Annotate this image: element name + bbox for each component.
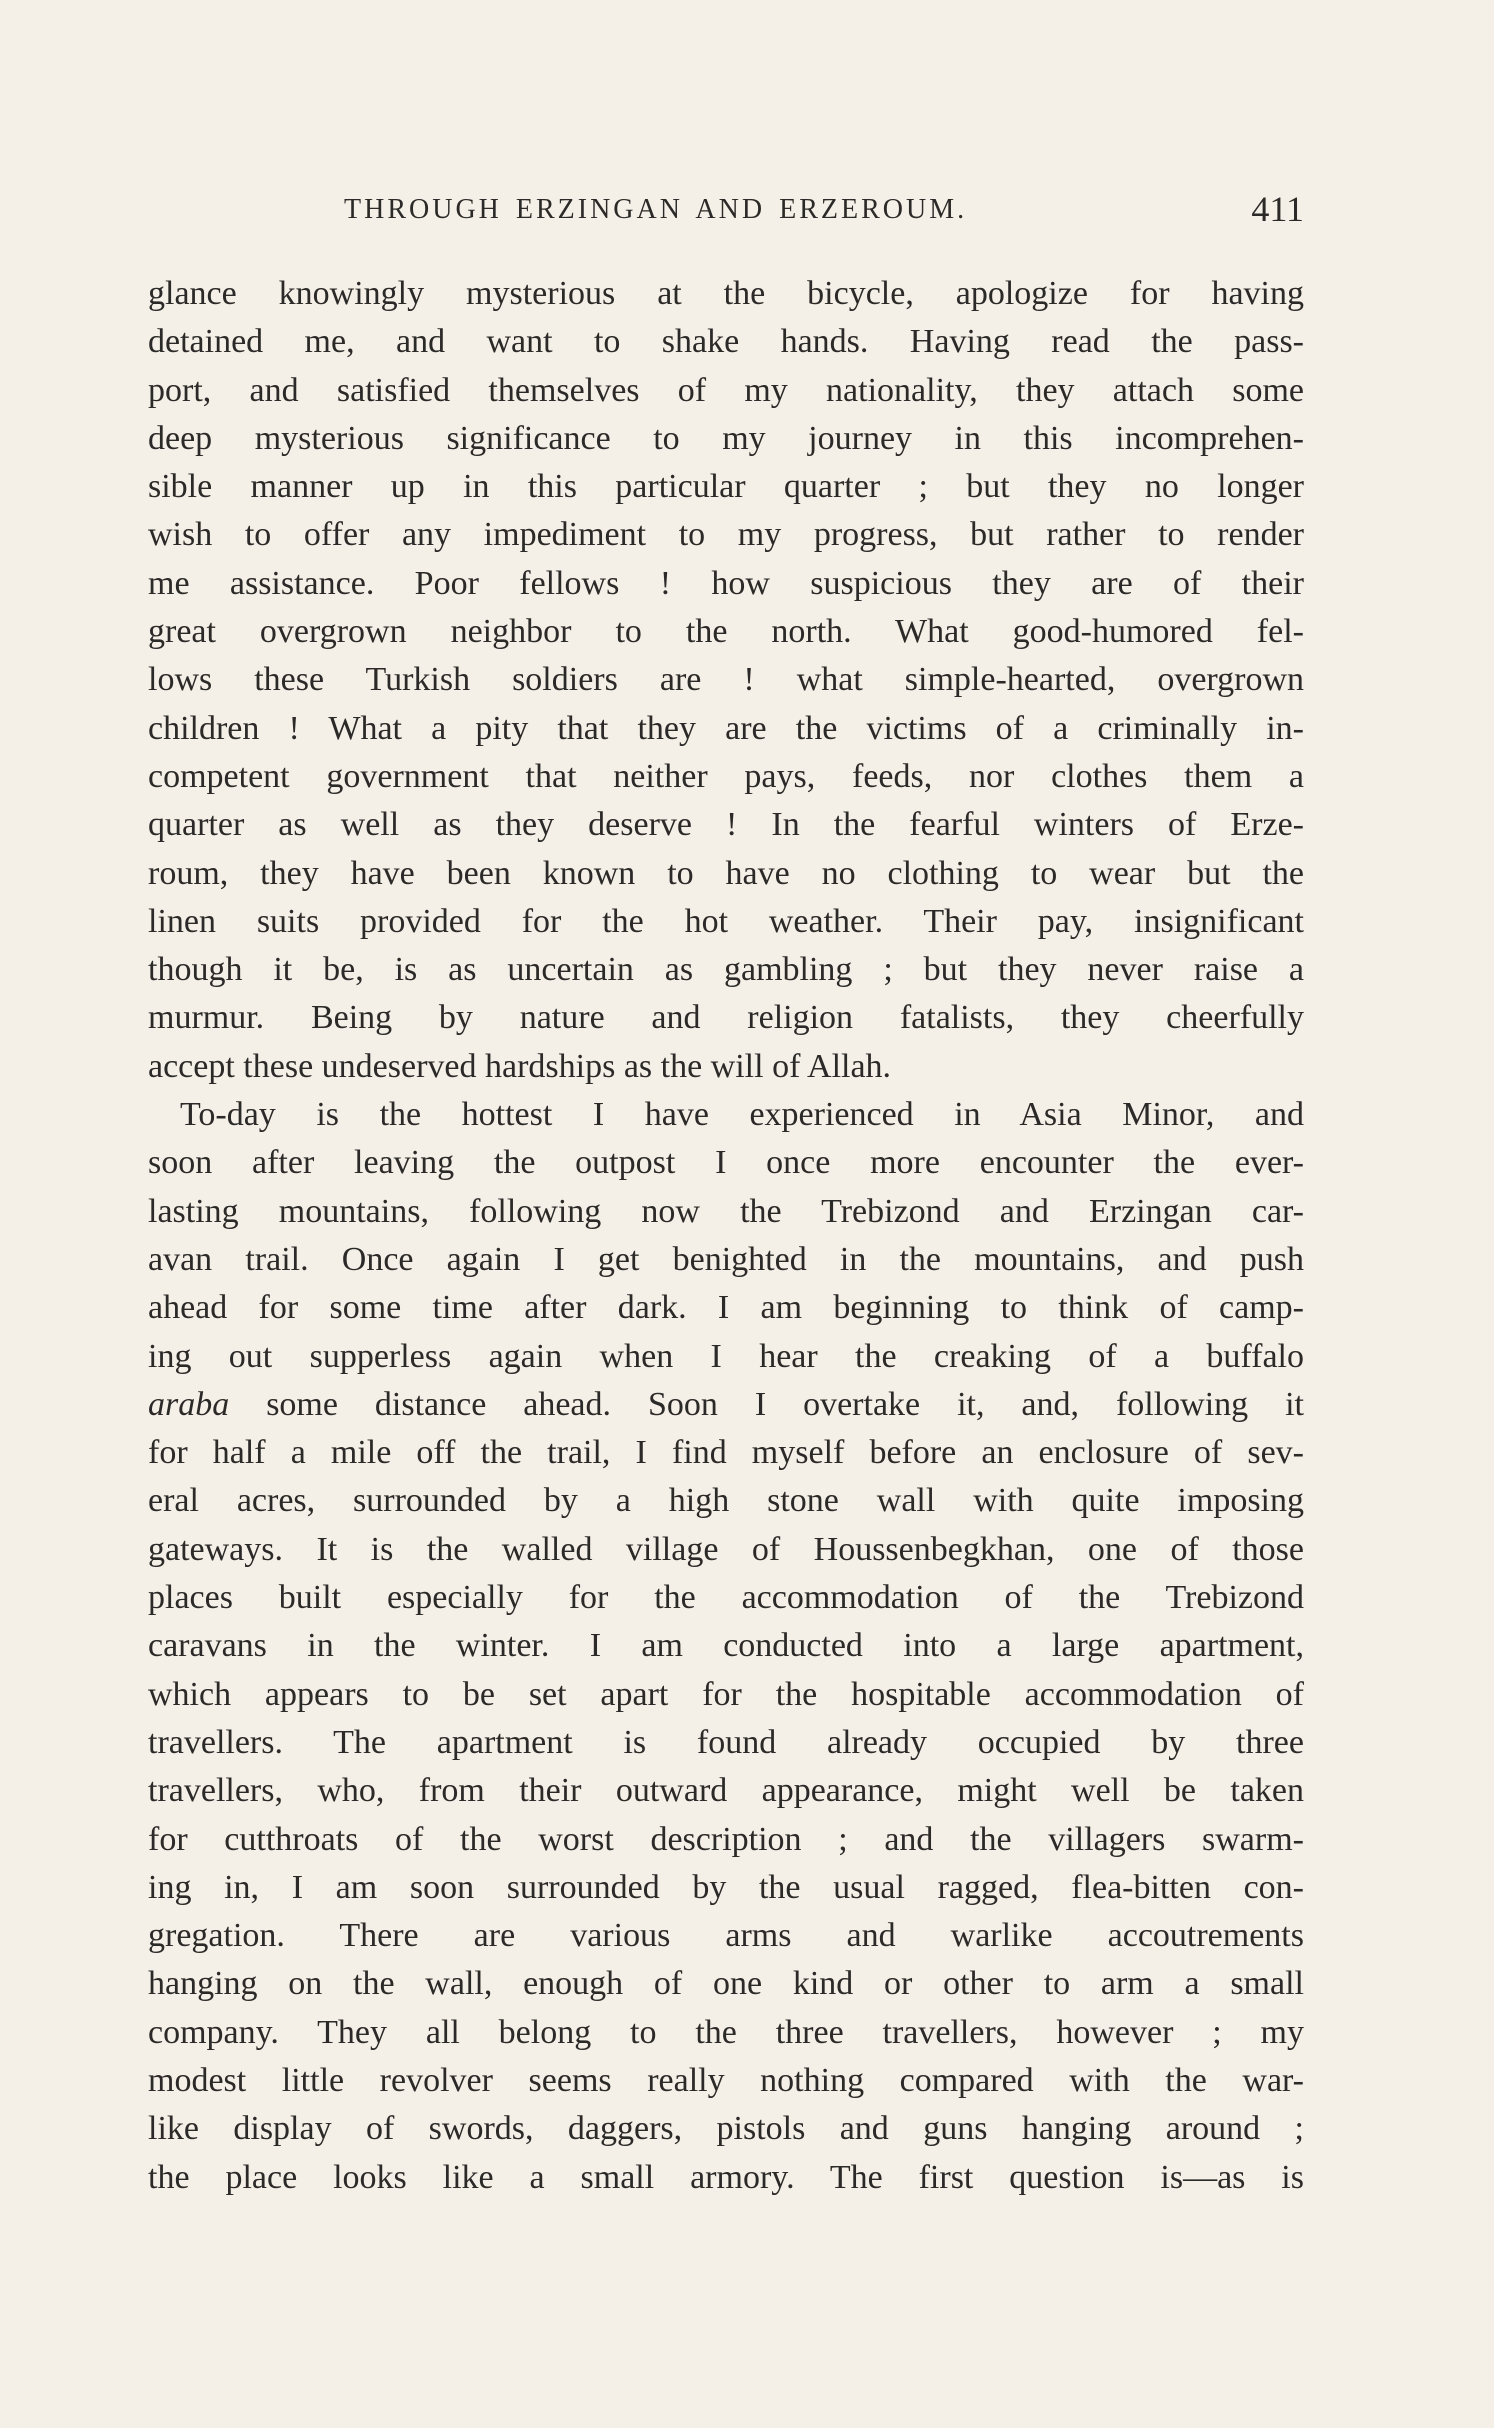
- italic-word: araba: [148, 1385, 230, 1423]
- page-number: 411: [1251, 189, 1304, 229]
- text-line: great overgrown neighbor to the north. What good-humored fel-: [148, 613, 1304, 651]
- text-line: lows these Turkish soldiers are ! what simple-hearted, overgrown: [148, 661, 1304, 699]
- text-line: hanging on the wall, enough of one kind or other to arm a small: [148, 1965, 1304, 2003]
- text-line: travellers, who, from their outward appearance, might well be taken: [148, 1772, 1304, 1810]
- text-line: company. They all belong to the three travellers, however ; my: [148, 2013, 1304, 2051]
- text-line: travellers. The apartment is found already occupied by three: [148, 1723, 1304, 1761]
- text-line: like display of swords, daggers, pistols and guns hanging around ;: [148, 2110, 1304, 2148]
- text-line: the place looks like a small armory. The first question is—as is: [148, 2158, 1304, 2196]
- text-line: modest little revolver seems really nothing compared with the war-: [148, 2061, 1304, 2099]
- text-line: wish to offer any impediment to my progress, but rather to render: [148, 516, 1304, 554]
- paragraph-end-line: accept these undeserved hardships as the will of Allah.: [148, 1047, 892, 1085]
- text-line: detained me, and want to shake hands. Having read the pass-: [148, 323, 1304, 361]
- text-line: gregation. There are various arms and warlike accoutrements: [148, 1917, 1304, 1955]
- text-line: port, and satisfied themselves of my nationality, they attach some: [148, 371, 1304, 409]
- text-line: which appears to be set apart for the hospitable accommodation of: [148, 1675, 1304, 1713]
- text-line: gateways. It is the walled village of Houssenbegkhan, one of those: [148, 1530, 1304, 1568]
- text-line: deep mysterious significance to my journey in this incomprehen-: [148, 419, 1304, 457]
- text-line: avan trail. Once again I get benighted in the mountains, and push: [148, 1240, 1304, 1278]
- text-line-with-italic: [148, 1381, 1304, 1429]
- text-line: lasting mountains, following now the Trebizond and Erzingan car-: [148, 1192, 1304, 1230]
- text-line: glance knowingly mysterious at the bicycle, apologize for having: [148, 275, 1304, 312]
- text-line: linen suits provided for the hot weather. Their pay, insignificant: [148, 902, 1304, 940]
- text-line: caravans in the winter. I am conducted into a large apartment,: [148, 1627, 1304, 1665]
- text-line: places built especially for the accommodation of the Trebizond: [148, 1579, 1304, 1617]
- text-line: ing out supperless again when I hear the creaking of a buffalo: [148, 1337, 1304, 1375]
- text-line: ing in, I am soon surrounded by the usual ragged, flea-bitten con-: [148, 1868, 1304, 1906]
- paragraph-start-line: To-day is the hottest I have experienced in Asia Minor, and: [180, 1096, 1304, 1134]
- text-line: roum, they have been known to have no clothing to wear but the: [148, 854, 1304, 892]
- text-line: soon after leaving the outpost I once more encounter the ever-: [148, 1144, 1304, 1182]
- text-line: for cutthroats of the worst description ; and the villagers swarm-: [148, 1820, 1304, 1858]
- running-header: [148, 189, 1304, 234]
- text-line: though it be, is as uncertain as gambling ; but they never raise a: [148, 951, 1304, 989]
- text-line: murmur. Being by nature and religion fatalists, they cheerfully: [148, 999, 1304, 1037]
- text-line: for half a mile off the trail, I find myself before an enclosure of sev-: [148, 1434, 1304, 1472]
- running-title: THROUGH ERZINGAN AND ERZEROUM.: [344, 194, 968, 225]
- text-line: sible manner up in this particular quarter ; but they no longer: [148, 468, 1304, 506]
- text-line: children ! What a pity that they are the victims of a criminally in-: [148, 709, 1304, 747]
- text-line: me assistance. Poor fellows ! how suspicious they are of their: [148, 564, 1304, 602]
- body-text: [148, 270, 1304, 2202]
- text-line: eral acres, surrounded by a high stone wall with quite imposing: [148, 1482, 1304, 1520]
- text-line-remainder: some distance ahead. Soon I overtake it, and, following it: [266, 1385, 1304, 1423]
- text-line: quarter as well as they deserve ! In the fearful winters of Erze-: [148, 806, 1304, 844]
- text-line: ahead for some time after dark. I am beginning to think of camp-: [148, 1289, 1304, 1327]
- text-line: competent government that neither pays, feeds, nor clothes them a: [148, 757, 1304, 795]
